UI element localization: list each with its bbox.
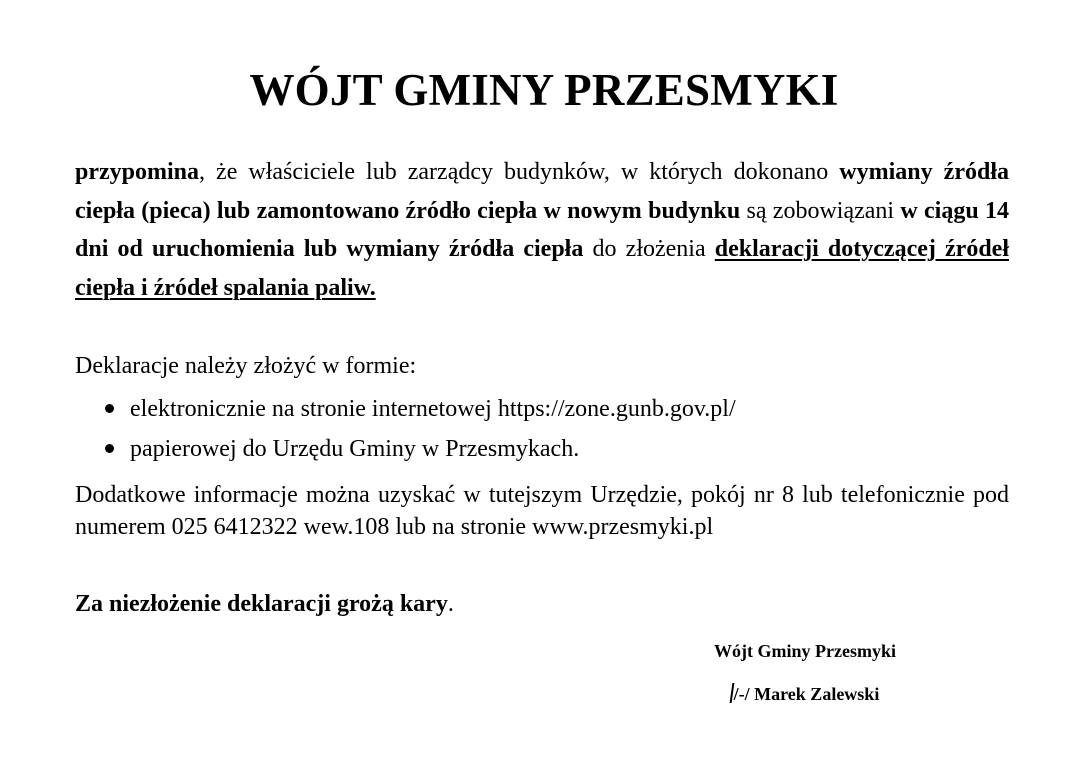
list-item [105, 389, 1009, 429]
forms-intro: Deklaracje należy złożyć w formie: [75, 353, 417, 379]
list-item [105, 429, 1009, 469]
reminder-bold-1: wymiany źródła ciepła (pieca) lub zamontowano źródło ciepła w nowym budynku [75, 159, 1009, 224]
signature-prefix: /-/ [733, 684, 750, 704]
reminder-text-2: są zobowiązani [740, 197, 901, 224]
forms-list [105, 389, 1009, 469]
penalty-text: Za niezłożenie deklaracji grożą kary [75, 591, 448, 617]
reminder-paragraph [75, 153, 1009, 307]
bullet-icon [105, 404, 114, 413]
signature-line [680, 682, 930, 706]
signature-title: Wójt Gminy Przesmyki [714, 641, 896, 661]
penalty-paragraph [75, 587, 1009, 621]
signature-name: Marek Zalewski [754, 684, 880, 704]
list-item-text: elektronicznie na stronie internetowej https://zone.gunb.gov.pl/ [130, 396, 736, 422]
penalty-tail: . [447, 591, 454, 617]
reminder-text-1: , że właściciele lub zarządcy budynków, w których dokonano [199, 159, 840, 185]
bullet-icon [105, 444, 114, 453]
reminder-text-3: do złożenia [583, 236, 715, 262]
reminder-lead: przypomina [75, 159, 200, 185]
declaration-name: deklaracji dotyczącej źródeł ciepła i źródeł spalania paliw. [75, 236, 1009, 301]
page-title: WÓJT GMINY PRZESMYKI [249, 65, 839, 115]
list-item-text: papierowej do Urzędu Gminy w Przesmykach. [130, 436, 580, 462]
additional-info-paragraph: Dodatkowe informacje można uzyskać w tutejszym Urzędzie, pokój nr 8 lub telefonicznie pod numerem 025 6412322 wew.108 lub na stronie www.przesmyki.pl [75, 482, 1009, 540]
reminder-deadline: w ciągu 14 dni od uruchomienia lub wymiany źródła ciepła [75, 197, 1010, 262]
